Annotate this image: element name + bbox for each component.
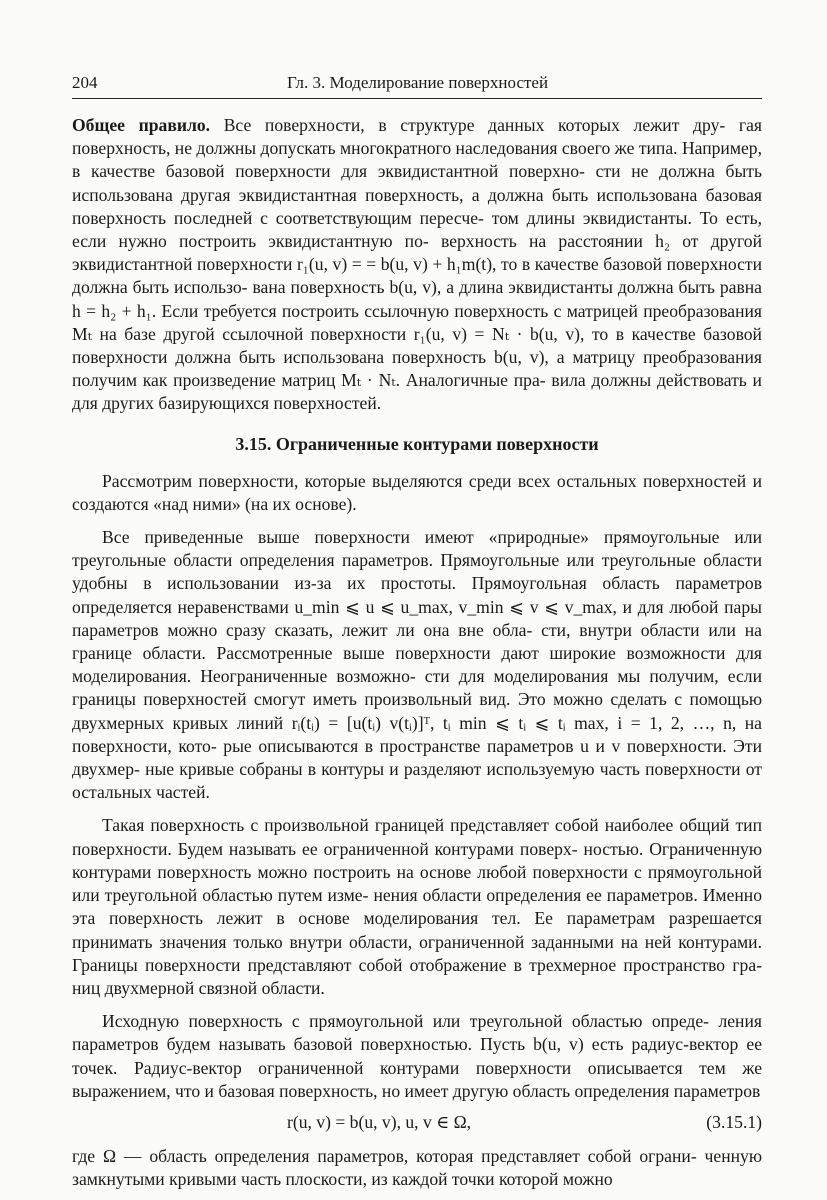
- paragraph-base-surface: [72, 1010, 762, 1103]
- text-line: нения области определения ее параметров. Именно эта поверхность лежит в: [72, 885, 762, 929]
- text-line: быть использована базовая поверхность последней с соответствующим пересче-: [72, 184, 762, 228]
- page-body: [72, 114, 762, 1191]
- text-line: преобразования получим как произведение матриц Mₜ · Nₜ. Аналогичные пра-: [72, 347, 762, 391]
- text-line: ления параметров будем называть базовой поверхностью. Пусть b(u, v) есть: [72, 1011, 762, 1055]
- text-line: любой поверхности с прямоугольной или треугольной областью путем изме-: [72, 861, 762, 906]
- text-line: сти не должна быть использована другая эквидистантная поверхность, а должна: [72, 161, 763, 205]
- text-line: поверхности представляют собой отображение в трехмерное пространство гра-: [144, 954, 762, 975]
- text-line: основе моделирования тел. Ее параметрам разрешается принимать значения: [72, 908, 762, 952]
- text-line: том длины эквидистанты. То есть, если нужно построить эквидистантную по-: [72, 207, 762, 252]
- text-line: rᵢ(tᵢ) = [u(tᵢ) v(tᵢ)]ᵀ, tᵢ min ⩽ tᵢ ⩽ tᵢ max, i = 1, 2, …, n, на поверхности, кото-: [72, 712, 762, 756]
- text-line: ные кривые собраны в контуры и разделяют используемую часть поверхности: [145, 759, 741, 780]
- running-title: Гл. 3. Моделирование поверхностей: [287, 73, 549, 92]
- text-line: треугольные области определения параметров. Прямоугольные или треугольные: [72, 550, 696, 571]
- text-line: Mₜ на базе другой ссылочной поверхности r₁(u, v) = Nₜ · b(u, v), то в качестве: [72, 323, 696, 344]
- text-line: вила должны действовать и для других базирующихся поверхностей.: [72, 370, 762, 414]
- text-line: Все поверхности, в структуре данных которых лежит дру-: [223, 115, 726, 135]
- text-line: общий тип поверхности. Будем называть ее ограниченной контурами поверх-: [72, 815, 762, 859]
- text-line: рые описываются в пространстве параметров u и v поверхности. Эти двухмер-: [72, 735, 762, 780]
- text-line: Такая поверхность с произвольной границей представляет собой наиболее: [102, 815, 674, 836]
- text-line: ниц двухмерной связной области.: [72, 977, 325, 998]
- rule-paragraph: [72, 114, 762, 416]
- section-heading: 3.15. Ограниченные контурами поверхности: [235, 433, 599, 454]
- text-line: от остальных частей.: [72, 759, 762, 803]
- text-line: где Ω — область определения параметров, которая представляет собой ограни-: [72, 1145, 697, 1166]
- text-line: область определения параметров: [512, 1080, 761, 1101]
- equation-expression: r(u, v) = b(u, v), u, v ∈ Ω,: [287, 1111, 472, 1132]
- text-line: гая поверхность, не должны допускать многократного наследования своего же: [72, 115, 763, 159]
- paragraph-intro: Рассмотрим поверхности, которые выделяются среди всех остальных поверхностей и создаются «над ними» (на их основе).: [72, 470, 762, 514]
- text-line: только внутри области, ограниченной заданными на ней контурами. Границы: [72, 931, 762, 975]
- paragraph-domains: [72, 526, 762, 804]
- text-line: Если требуется построить ссылочную поверхность с матрицей преобразования: [161, 300, 763, 321]
- text-line: произвольный вид. Это можно сделать с помощью двухмерных кривых линий: [72, 689, 762, 733]
- text-line: ченную замкнутыми кривыми часть плоскости, из каждой точки которой можно: [72, 1145, 762, 1190]
- text-line: радиус-вектор ее точек. Радиус-вектор ограниченной контурами поверхности: [72, 1034, 762, 1078]
- equation-3-15-1: [72, 1111, 762, 1137]
- header-rule: [72, 98, 762, 99]
- page-number: 204: [72, 73, 98, 92]
- text-line: Все приведенные выше поверхности имеют «природные» прямоугольные или: [102, 527, 762, 548]
- text-line: = b(u, v) + h₁m(t), то в качестве базовой поверхности должна быть использо-: [72, 254, 762, 298]
- text-line: сти для моделирования мы получим, если границы поверхностей смогут иметь: [72, 666, 762, 710]
- text-line: сти, внутри области или на границе области. Рассмотренные выше поверхности: [72, 619, 762, 664]
- text-line: Исходную поверхность с прямоугольной или треугольной областью опреде-: [102, 1011, 710, 1032]
- text-line: дают широкие возможности для моделирования. Неограниченные возможно-: [72, 643, 762, 687]
- text-line: параметров определяется неравенствами u_min ⩽ u ⩽ u_max, v_min ⩽ v ⩽ v_max,: [72, 573, 763, 617]
- text-line: ностью. Ограниченную контурами поверхность можно построить на основе: [72, 838, 762, 882]
- rule-lead: Общее правило.: [72, 115, 211, 135]
- text-line: области удобны в использовании из-за их простоты. Прямоугольная область: [72, 550, 763, 594]
- text-line: вана поверхность b(u, v), а длина эквидистанты должна быть равна h = h₂ + h₁.: [72, 277, 762, 321]
- text-line: типа. Например, в качестве базовой поверхности для эквидистантной поверхно-: [72, 138, 762, 182]
- text-line: и для любой пары параметров можно сразу сказать, лежит ли она вне обла-: [72, 596, 762, 640]
- paragraph-omega: [72, 1145, 762, 1191]
- text-line: базовой поверхности должна быть использована поверхность b(u, v), а матрицу: [72, 323, 762, 368]
- paragraph-bounded-surface: [72, 814, 762, 1000]
- equation-number: (3.15.1): [706, 1111, 762, 1132]
- text-line: верхность на расстоянии h₂ от другой эквидистантной поверхности r₁(u, v) =: [72, 231, 762, 275]
- text-line: описывается тем же выражением, что и базовая поверхность, но имеет другую: [72, 1057, 763, 1101]
